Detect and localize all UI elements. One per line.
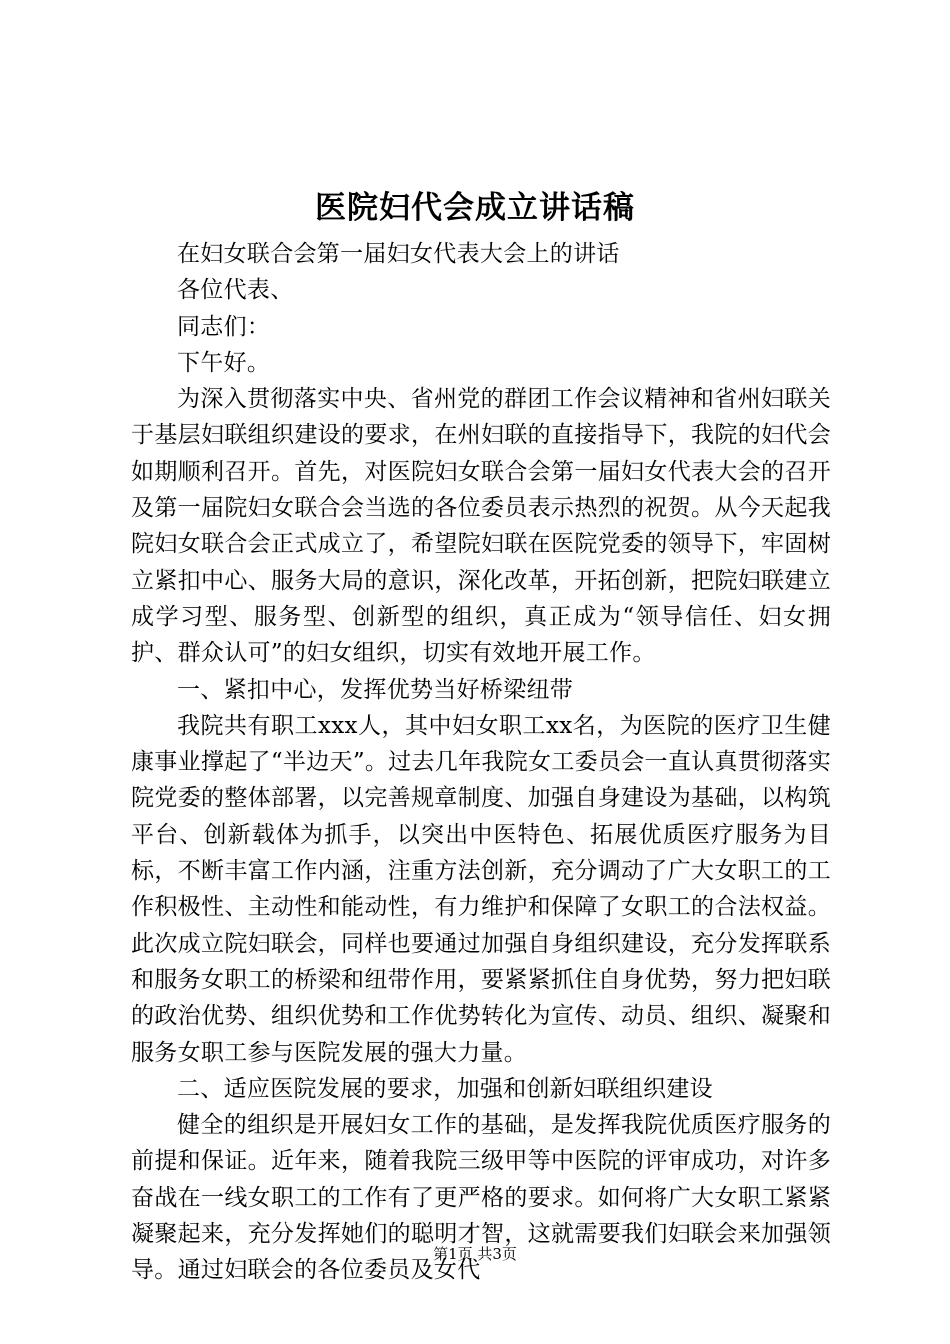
salutation-comrades: 同志们： — [177, 313, 271, 340]
body-paragraph: 为深入贯彻落实中央、省州党的群团工作会议精神和省州妇联关于基层妇联组织建设的要求，在州妇联的直接指导下，我院的妇代会如期顺利召开。首先，对医院妇女联合会第一届妇女代表大会的召开及第一届院妇女联合会当选的各位委员表示热烈的祝贺。从今天起我院妇女联合会正式成立了，希望院妇联在医院党委的领导下，牢固树立紧扣中心、服务大局的意识，深化改革，开拓创新，把院妇联建立成学习型、服务型、创新型的组织，真正成为“领导信任、妇女拥护、群众认可”的妇女组织，切实有效地开展工作。 — [131, 386, 831, 667]
greeting: 下午好。 — [177, 349, 271, 376]
body-paragraph: 我院共有职工xxx人，其中妇女职工xx名，为医院的医疗卫生健康事业撑起了“半边天”。过去几年我院女工委员会一直认真贯彻落实院党委的整体部署，以完善规章制度、加强自身建设为基础，以构筑平台、创新载体为抓手，以突出中医特色、拓展优质医疗服务为目标，不断丰富工作内涵，注重方法创新，充分调动了广大女职工的工作积极性、主动性和能动性，有力维护和保障了女职工的合法权益。此次成立院妇联会，同样也要通过加强自身组织建设，充分发挥联系和服务女职工的桥梁和纽带作用，要紧紧抓住自身优势，努力把妇联的政治优势、组织优势和工作优势转化为宣传、动员、组织、凝聚和服务女职工参与医院发展的强大力量。 — [131, 712, 831, 1066]
document-title: 医院妇代会成立讲话稿 — [315, 190, 635, 226]
speech-heading: 在妇女联合会第一届妇女代表大会上的讲话 — [177, 241, 620, 267]
section-heading-1: 一、紧扣中心，发挥优势当好桥梁纽带 — [177, 676, 574, 703]
page-footer: 第1页 共3页 — [433, 1245, 517, 1263]
document-body — [131, 236, 831, 1289]
section-heading-2: 二、适应医院发展的要求，加强和创新妇联组织建设 — [177, 1075, 713, 1102]
body-paragraph: 健全的组织是开展妇女工作的基础，是发挥我院优质医疗服务的前提和保证。近年来，随着我院三级甲等中医院的评审成功，对许多奋战在一线女职工的工作有了更严格的要求。如何将广大女职工紧紧凝聚起来，充分发挥她们的聪明才智，这就需要我们妇联会来加强领导。通过妇联会的各位委员及女代 — [131, 1112, 831, 1284]
salutation-delegates: 各位代表、 — [177, 277, 294, 304]
